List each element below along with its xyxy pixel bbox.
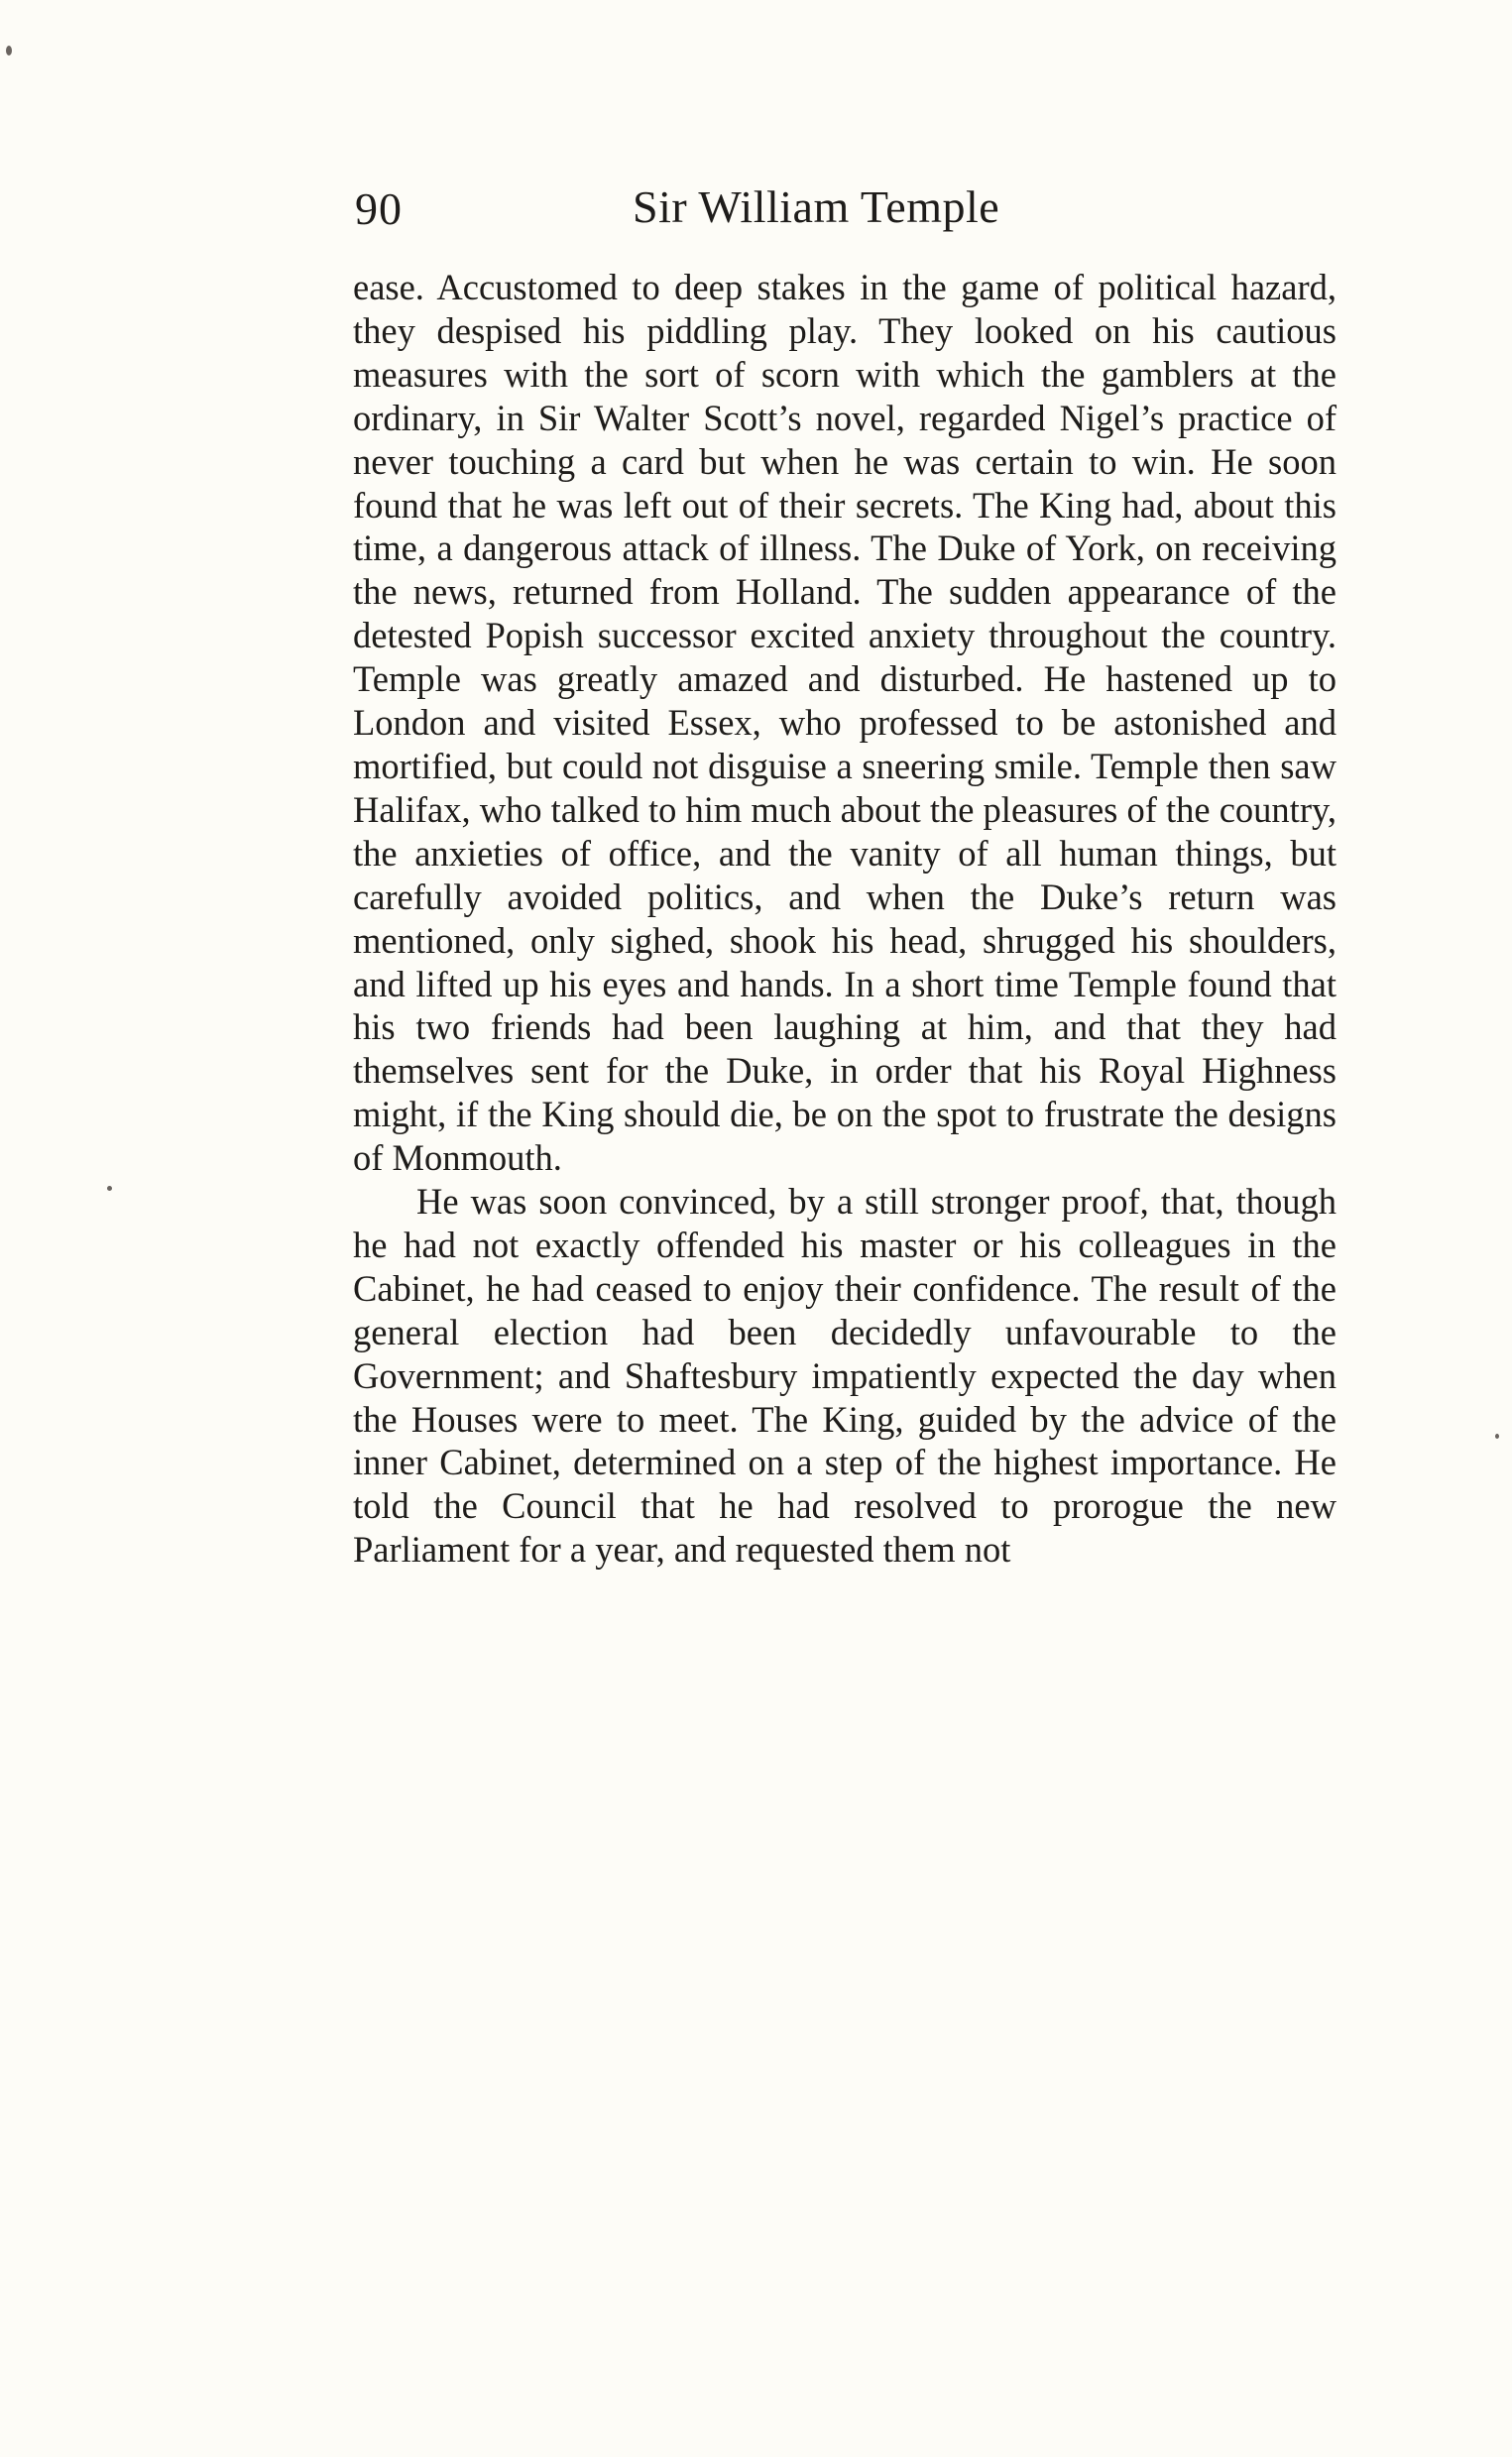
paragraph-2: He was soon convinced, by a still stronger proof, that, though he had not exactly offended his master or his colleagues in the Cabinet, he had ceased to enjoy their confidence. The result of the general election had been decidedly unfavourable to the Government; and Shaftesbury impatiently expected the day when the Houses were to meet. The King, guided by the advice of the inner Cabinet, determined on a step of the highest importance. He told the Council that he had resolved to prorogue the new Parliament for a year, and requested them not: [353, 1181, 1337, 1571]
page-number: 90: [355, 183, 403, 234]
scan-speck: [107, 1186, 112, 1191]
scan-speck: [6, 46, 12, 56]
running-head: Sir William Temple: [633, 181, 1000, 232]
scan-speck: [1495, 1434, 1499, 1439]
page-header: [355, 175, 1337, 244]
paragraph-1: ease. Accustomed to deep stakes in the game of political hazard, they despised his piddling play. They looked on his cautious measures with the sort of scorn with which the gamblers at the ordinary, in Sir Walter Scott’s novel, regarded Nigel’s practice of never touching a card but when he was certain to win. He soon found that he was left out of their secrets. The King had, about this time, a dangerous attack of illness. The Duke of York, on receiving the news, returned from Holland. The sudden appearance of the detested Popish successor excited anxiety throughout the country. Temple was greatly amazed and disturbed. He hastened up to London and visited Essex, who professed to be astonished and mortified, but could not disguise a sneering smile. Temple then saw Halifax, who talked to him much about the pleasures of the country, the anxieties of office, and the vanity of all human things, but carefully avoided politics, and when the Duke’s return was mentioned, only sighed, shook his head, shrugged his shoulders, and lifted up his eyes and hands. In a short time Temple found that his two friends had been laughing at him, and that they had themselves sent for the Duke, in order that his Royal Highness might, if the King should die, be on the spot to frustrate the designs of Monmouth.: [353, 267, 1337, 1179]
body-text: [353, 266, 1337, 1572]
